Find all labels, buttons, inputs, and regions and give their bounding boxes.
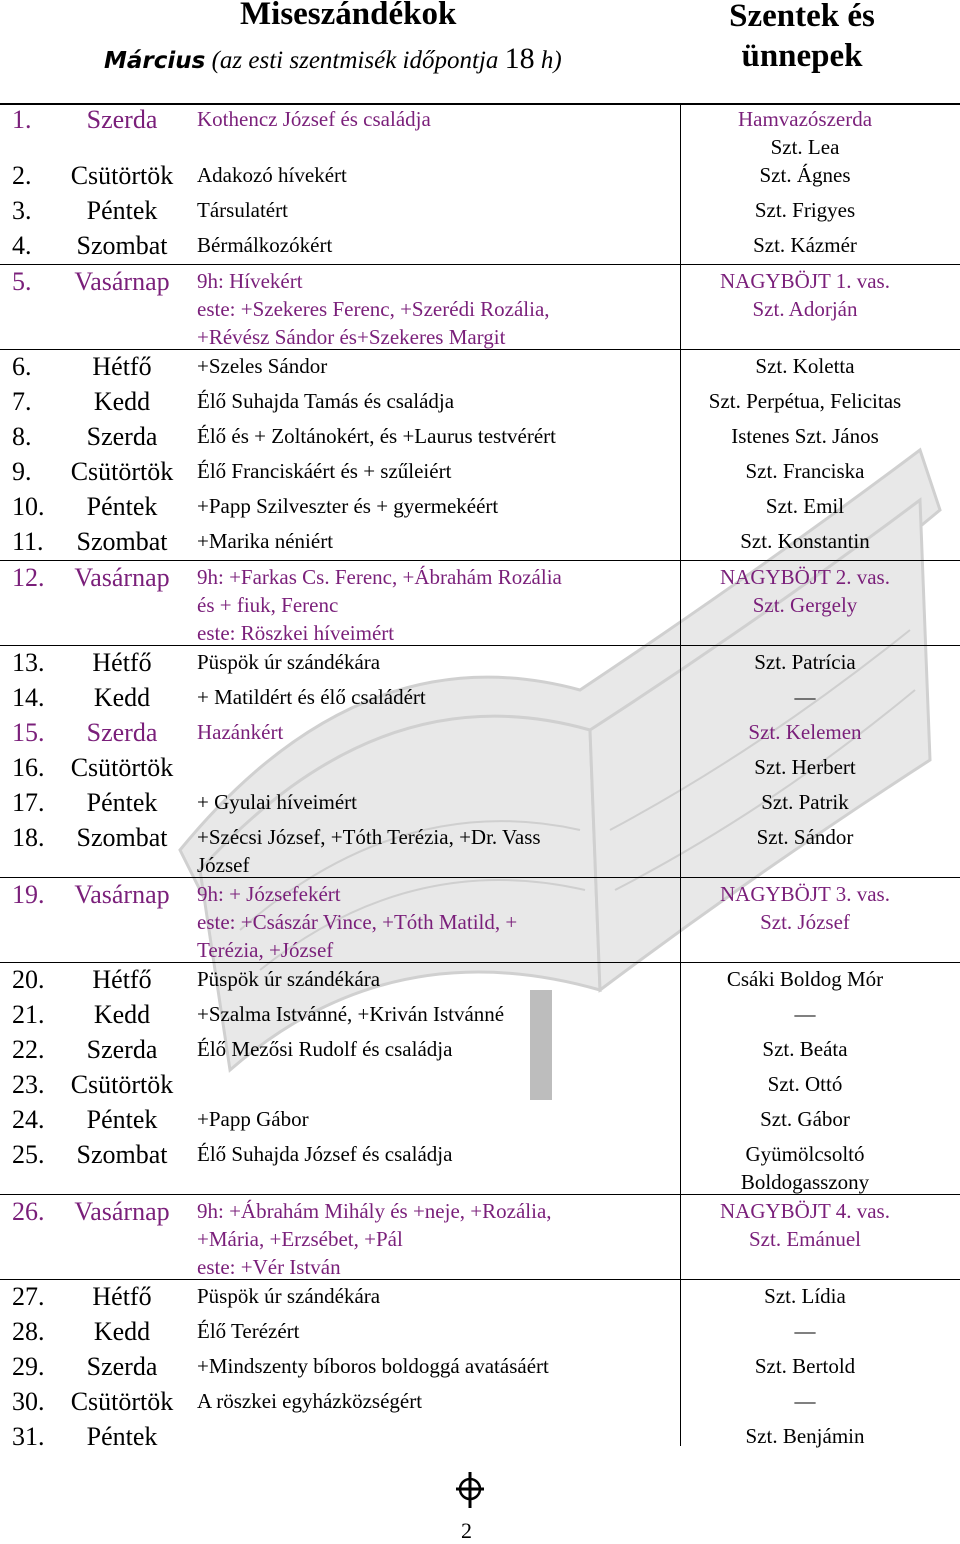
intention-line: és + fiuk, Ferenc [197, 593, 339, 617]
weekday: Vasárnap [74, 1197, 170, 1226]
mass-intention [197, 196, 667, 224]
weekday: Vasárnap [74, 563, 170, 592]
weekday: Csütörtök [70, 1387, 174, 1416]
intention-line: +Papp Szilveszter és + gyermekéért [197, 494, 499, 518]
intention-line: A röszkei egyházközségért [197, 1389, 423, 1413]
mass-intention [197, 880, 667, 964]
mass-intention [197, 492, 667, 520]
intention-line: Élő Suhajda Tamás és családja [197, 389, 455, 413]
day-number: 29. [12, 1352, 45, 1381]
table-row [0, 1385, 960, 1420]
saint-line: — [794, 685, 816, 709]
mass-intention [197, 1197, 667, 1281]
weekday: Szerda [86, 718, 158, 747]
intention-line: Hazánkért [197, 720, 284, 744]
day-number: 3. [12, 196, 32, 225]
saint-of-day [690, 1352, 920, 1380]
intention-line: 9h: Hívekért [197, 269, 303, 293]
table-row [0, 645, 960, 681]
mass-intention [197, 1035, 667, 1063]
day-number: 10. [12, 492, 45, 521]
day-number: 31. [12, 1422, 45, 1451]
table-row [0, 420, 960, 455]
mass-intention [197, 563, 667, 647]
weekday: Szombat [76, 527, 168, 556]
mass-intention [197, 1282, 667, 1310]
intention-line: +Marika néniért [197, 529, 334, 553]
table-row [0, 877, 960, 962]
saint-line: Szt. Herbert [754, 755, 856, 779]
intention-line: + Gyulai híveimért [197, 790, 357, 814]
saint-of-day [690, 1035, 920, 1063]
day-number: 7. [12, 387, 32, 416]
intention-line: Püspök úr szándékára [197, 967, 381, 991]
day-number: 21. [12, 1000, 45, 1029]
weekday: Hétfő [92, 352, 152, 381]
day-number: 6. [12, 352, 32, 381]
table-row [0, 1315, 960, 1350]
day-number: 12. [12, 563, 45, 592]
day-number: 22. [12, 1035, 45, 1064]
saints-title-line1: Szentek és [729, 0, 875, 34]
intention-line: Adakozó hívekért [197, 163, 347, 187]
saint-of-day [690, 683, 920, 711]
day-number: 14. [12, 683, 45, 712]
intention-line: Élő Franciskáért és + szűleiért [197, 459, 452, 483]
weekday: Szerda [86, 1035, 158, 1064]
saint-line: Szt. Gábor [760, 1107, 850, 1131]
intention-line: este: Röszkei híveimért [197, 621, 395, 645]
saint-of-day [690, 1387, 920, 1415]
weekday: Csütörtök [70, 457, 174, 486]
table-row [0, 1068, 960, 1103]
saint-line: Szt. Kelemen [748, 720, 862, 744]
day-number: 20. [12, 965, 45, 994]
table-row [0, 1279, 960, 1315]
saint-line: Boldogasszony [740, 1170, 870, 1194]
saint-of-day [690, 267, 920, 323]
table-row [0, 159, 960, 194]
day-number: 18. [12, 823, 45, 852]
mass-intention [197, 1105, 667, 1133]
table-row [0, 194, 960, 229]
intention-line: Élő Mezősi Rudolf és családja [197, 1037, 453, 1061]
saint-line: Szt. Patrícia [754, 650, 856, 674]
weekday: Péntek [86, 788, 158, 817]
intention-line [197, 1422, 667, 1450]
intention-line: este: +Császár Vince, +Tóth Matild, + [197, 910, 518, 934]
saint-line: Szt. Gergely [752, 593, 858, 617]
table-row [0, 962, 960, 998]
day-number: 26. [12, 1197, 45, 1226]
evening-mass-note: (az esti szentmisék időpontja [211, 47, 499, 74]
saint-of-day [690, 880, 920, 936]
weekday: Kedd [93, 387, 151, 416]
saint-line: Szt. Adorján [752, 297, 858, 321]
mass-intention [197, 161, 667, 189]
day-number: 1. [12, 105, 32, 134]
day-number: 23. [12, 1070, 45, 1099]
weekday: Szombat [76, 823, 168, 852]
page-header [0, 0, 960, 100]
saint-of-day [690, 352, 920, 380]
weekday: Hétfő [92, 648, 152, 677]
saint-of-day [690, 718, 920, 746]
mass-intention [197, 1317, 667, 1345]
table-row [0, 998, 960, 1033]
day-number: 25. [12, 1140, 45, 1169]
intention-line: +Szalma Istvánné, +Kriván Istvánné [197, 1002, 505, 1026]
weekday: Péntek [86, 1422, 158, 1451]
table-row [0, 786, 960, 821]
day-number: 5. [12, 267, 32, 296]
mass-intention [197, 1387, 667, 1415]
day-number: 17. [12, 788, 45, 817]
mass-intention [197, 105, 667, 133]
saint-line: Szt. Beáta [762, 1037, 848, 1061]
saint-line: — [794, 1319, 816, 1343]
saint-line: Szt. Patrik [761, 790, 849, 814]
mass-intention [197, 352, 667, 380]
saint-of-day [690, 387, 920, 415]
weekday: Péntek [86, 492, 158, 521]
weekday: Kedd [93, 1000, 151, 1029]
saint-of-day [690, 457, 920, 485]
saint-of-day [690, 161, 920, 189]
mass-intention [197, 1422, 667, 1450]
saint-line: Szt. Sándor [756, 825, 854, 849]
saint-line: Hamvazószerda [737, 107, 873, 131]
saint-line: — [794, 1002, 816, 1026]
saint-of-day [690, 823, 920, 851]
day-number: 4. [12, 231, 32, 260]
saint-line: Szt. Lea [770, 135, 840, 159]
mass-intention [197, 718, 667, 746]
saint-line: Szt. Emil [765, 494, 845, 518]
saint-of-day [690, 648, 920, 676]
intention-line: 9h: +Ábrahám Mihály és +neje, +Rozália, [197, 1199, 552, 1223]
mass-intention [197, 683, 667, 711]
saint-of-day [690, 231, 920, 259]
mass-intention [197, 823, 667, 879]
saint-line: Szt. Franciska [745, 459, 865, 483]
saints-column-title [722, 0, 882, 76]
intentions-table [0, 103, 960, 1455]
saint-line: — [794, 1389, 816, 1413]
day-number: 30. [12, 1387, 45, 1416]
saint-line: Istenes Szt. János [731, 424, 879, 448]
saint-of-day [690, 422, 920, 450]
intention-line: Élő és + Zoltánokért, és +Laurus testvérért [197, 424, 556, 448]
intention-line: este: +Vér István [197, 1255, 341, 1279]
mass-intention [197, 965, 667, 993]
saint-of-day [690, 492, 920, 520]
intention-line [197, 753, 667, 781]
table-row [0, 455, 960, 490]
table-row [0, 1033, 960, 1068]
saint-line: Szt. Perpétua, Felicitas [708, 389, 902, 413]
day-number: 15. [12, 718, 45, 747]
weekday: Szerda [86, 1352, 158, 1381]
mass-intention [197, 1000, 667, 1028]
saint-line: Szt. Lídia [764, 1284, 846, 1308]
month-label: Március [104, 48, 206, 74]
saint-of-day [690, 196, 920, 224]
mass-intention [197, 267, 667, 351]
saint-of-day [690, 1070, 920, 1098]
saint-line: Szt. Ottó [767, 1072, 843, 1096]
table-row [0, 103, 960, 159]
table-row [0, 821, 960, 877]
page-number: 2 [461, 1518, 472, 1543]
day-number: 27. [12, 1282, 45, 1311]
mass-intention [197, 788, 667, 816]
intention-line: +Mindszenty bíboros boldoggá avatásáért [197, 1354, 549, 1378]
saint-of-day [690, 788, 920, 816]
intention-line: Püspök úr szándékára [197, 1284, 381, 1308]
page-title: Miseszándékok [240, 0, 457, 32]
intention-line: 9h: + Józsefekért [197, 882, 341, 906]
saint-line: Szt. Benjámin [745, 1424, 865, 1448]
weekday: Hétfő [92, 1282, 152, 1311]
day-number: 8. [12, 422, 32, 451]
intention-line: Élő Terézért [197, 1319, 300, 1343]
intention-line: Kothencz József és családja [197, 107, 431, 131]
intention-line: Terézia, +József [197, 938, 334, 962]
evening-mass-hour: 18 [504, 42, 535, 75]
intention-line [197, 1070, 667, 1098]
mass-intention [197, 387, 667, 415]
page-subtitle [104, 42, 562, 76]
cross-in-circle-icon [454, 1470, 486, 1510]
intention-line: +Papp Gábor [197, 1107, 309, 1131]
mass-intention [197, 648, 667, 676]
table-row [0, 264, 960, 349]
table-row [0, 1103, 960, 1138]
day-number: 9. [12, 457, 32, 486]
table-row [0, 1194, 960, 1279]
day-number: 28. [12, 1317, 45, 1346]
weekday: Hétfő [92, 965, 152, 994]
intention-line: Bérmálkozókért [197, 233, 333, 257]
saint-line: NAGYBÖJT 3. vas. [720, 882, 890, 906]
weekday: Szerda [86, 105, 158, 134]
mass-intention [197, 231, 667, 259]
saint-of-day [690, 1140, 920, 1196]
intention-line: József [197, 853, 250, 877]
table-row [0, 490, 960, 525]
saint-of-day [690, 563, 920, 619]
day-number: 2. [12, 161, 32, 190]
day-number: 11. [12, 527, 44, 556]
mass-intention [197, 753, 667, 781]
saint-line: Csáki Boldog Mór [726, 967, 884, 991]
table-row [0, 229, 960, 264]
weekday: Csütörtök [70, 1070, 174, 1099]
saint-line: Szt. Konstantin [740, 529, 870, 553]
day-number: 16. [12, 753, 45, 782]
intention-line: +Szeles Sándor [197, 354, 328, 378]
saint-of-day [690, 1105, 920, 1133]
saint-of-day [690, 1000, 920, 1028]
saint-of-day [690, 527, 920, 555]
table-row [0, 1350, 960, 1385]
weekday: Kedd [93, 683, 151, 712]
saint-line: Szt. Bertold [754, 1354, 856, 1378]
intention-line: 9h: +Farkas Cs. Ferenc, +Ábrahám Rozália [197, 565, 562, 589]
saint-of-day [690, 105, 920, 161]
weekday: Kedd [93, 1317, 151, 1346]
day-number: 19. [12, 880, 45, 909]
saint-line: Szt. Frigyes [754, 198, 856, 222]
weekday: Csütörtök [70, 161, 174, 190]
saint-of-day [690, 1197, 920, 1253]
saint-of-day [690, 1317, 920, 1345]
table-row [0, 1420, 960, 1455]
mass-intention [197, 527, 667, 555]
intention-line: Püspök úr szándékára [197, 650, 381, 674]
saint-of-day [690, 1282, 920, 1310]
table-row [0, 681, 960, 716]
intention-line: +Mária, +Erzsébet, +Pál [197, 1227, 403, 1251]
mass-intention [197, 1140, 667, 1168]
saint-line: NAGYBÖJT 1. vas. [720, 269, 890, 293]
evening-mass-note-end: h) [540, 47, 562, 74]
mass-intention [197, 1070, 667, 1098]
table-row [0, 751, 960, 786]
saint-line: NAGYBÖJT 2. vas. [720, 565, 890, 589]
saint-line: Gyümölcsoltó [745, 1142, 865, 1166]
weekday: Szombat [76, 1140, 168, 1169]
weekday: Vasárnap [74, 880, 170, 909]
saints-title-line2: ünnepek [741, 38, 863, 74]
intention-line: + Matildért és élő családért [197, 685, 426, 709]
intention-line: +Révész Sándor és+Szekeres Margit [197, 325, 506, 349]
day-number: 24. [12, 1105, 45, 1134]
saint-line: NAGYBÖJT 4. vas. [720, 1199, 890, 1223]
saint-line: Szt. József [760, 910, 850, 934]
mass-intention [197, 1352, 667, 1380]
saint-of-day [690, 1422, 920, 1450]
table-row [0, 1138, 960, 1194]
table-row [0, 385, 960, 420]
saint-line: Szt. Kázmér [753, 233, 857, 257]
saint-line: Szt. Ágnes [759, 163, 851, 187]
saint-line: Szt. Koletta [755, 354, 855, 378]
saint-of-day [690, 753, 920, 781]
intention-line: Élő Suhajda József és családja [197, 1142, 453, 1166]
weekday: Péntek [86, 196, 158, 225]
mass-intention [197, 422, 667, 450]
intention-line: +Szécsi József, +Tóth Terézia, +Dr. Vass [197, 825, 541, 849]
weekday: Péntek [86, 1105, 158, 1134]
weekday: Csütörtök [70, 753, 174, 782]
table-row [0, 560, 960, 645]
table-row [0, 525, 960, 560]
weekday: Vasárnap [74, 267, 170, 296]
intention-line: este: +Szekeres Ferenc, +Szerédi Rozália, [197, 297, 550, 321]
mass-intention [197, 457, 667, 485]
weekday: Szerda [86, 422, 158, 451]
intention-line: Társulatért [197, 198, 288, 222]
saint-of-day [690, 965, 920, 993]
day-number: 13. [12, 648, 45, 677]
table-row [0, 716, 960, 751]
table-row [0, 349, 960, 385]
weekday: Szombat [76, 231, 168, 260]
saint-line: Szt. Emánuel [749, 1227, 861, 1251]
